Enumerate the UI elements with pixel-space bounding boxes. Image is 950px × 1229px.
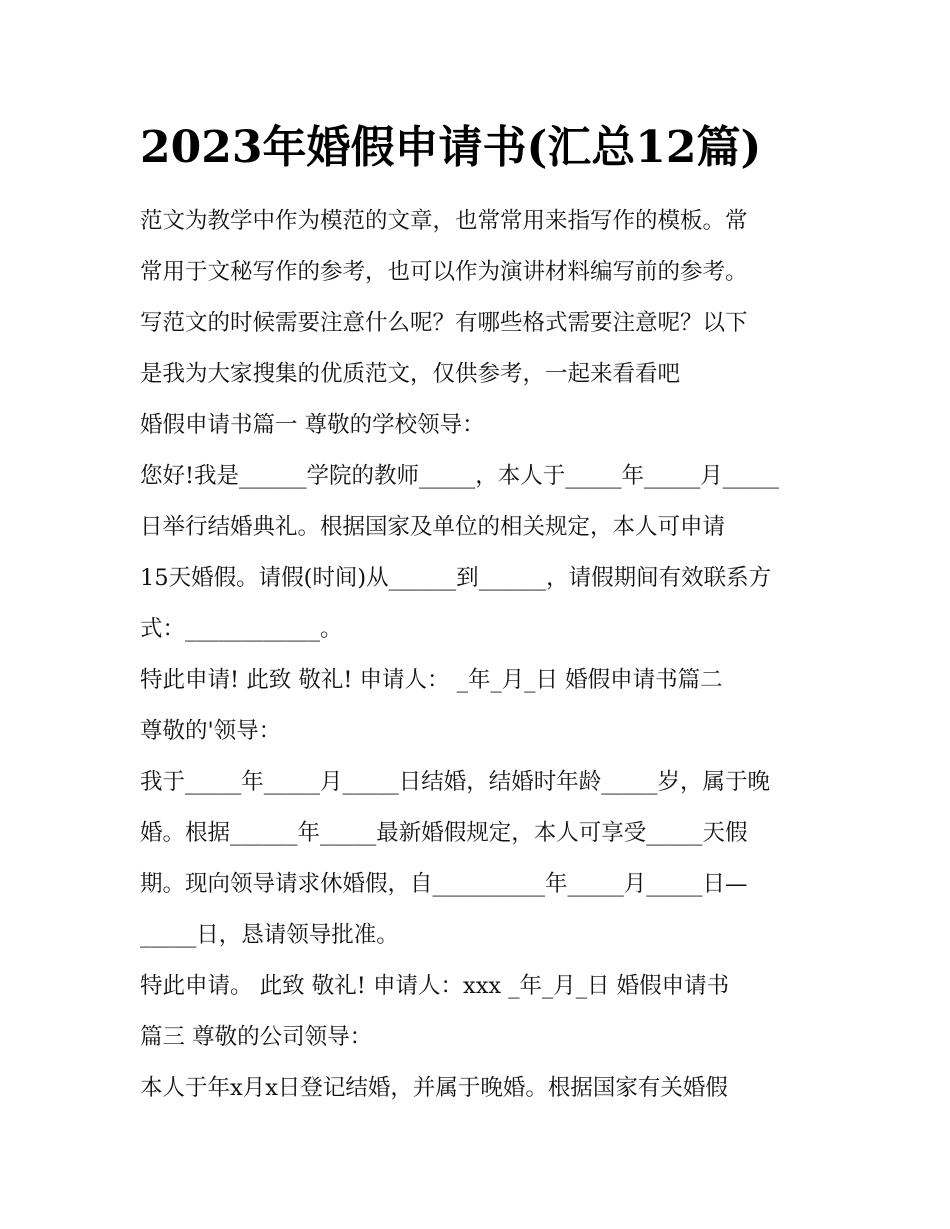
section-heading: 尊敬的'领导： [140, 718, 282, 744]
text-line: 式：____________。 [140, 616, 343, 642]
text-line: 我于_____年_____月_____日结婚，结婚时年龄_____岁，属于晚 [140, 769, 771, 795]
text-line: 期。现向领导请求休婚假，自__________年_____月_____日— [140, 871, 748, 897]
text-line: 日举行结婚典礼。根据国家及单位的相关规定，本人可申请 [140, 514, 726, 540]
text-line: 婚。根据______年_____最新婚假规定，本人可享受_____天假 [140, 820, 748, 846]
document-body [140, 196, 820, 1114]
text-line: 特此申请! 此致 敬礼! 申请人： _年_月_日 婚假申请书篇二 [140, 667, 723, 693]
text-line: 范文为教学中作为模范的文章，也常常用来指写作的模板。常 [140, 208, 748, 234]
text-line: 是我为大家搜集的优质范文，仅供参考，一起来看看吧 [140, 361, 681, 387]
text-line: 您好!我是______学院的教师_____，本人于_____年_____月_____ [140, 463, 780, 489]
text-line: _____日，恳请领导批准。 [140, 922, 399, 948]
document-title: 2023年婚假申请书(汇总12篇) [140, 122, 762, 173]
text-line: 15天婚假。请假(时间)从______到______，请假期间有效联系方 [140, 565, 772, 591]
text-line: 常用于文秘写作的参考，也可以作为演讲材料编写前的参考。 [140, 259, 748, 285]
text-line: 写范文的时候需要注意什么呢？有哪些格式需要注意呢？以下 [140, 310, 748, 336]
text-line: 特此申请。 此致 敬礼! 申请人：xxx _年_月_日 婚假申请书 [140, 973, 730, 999]
text-line: 本人于年x月x日登记结婚，并属于晚婚。根据国家有关婚假 [140, 1075, 728, 1101]
section-heading: 篇三 尊敬的公司领导： [140, 1024, 373, 1050]
section-heading: 婚假申请书篇一 尊敬的学校领导： [140, 412, 485, 438]
